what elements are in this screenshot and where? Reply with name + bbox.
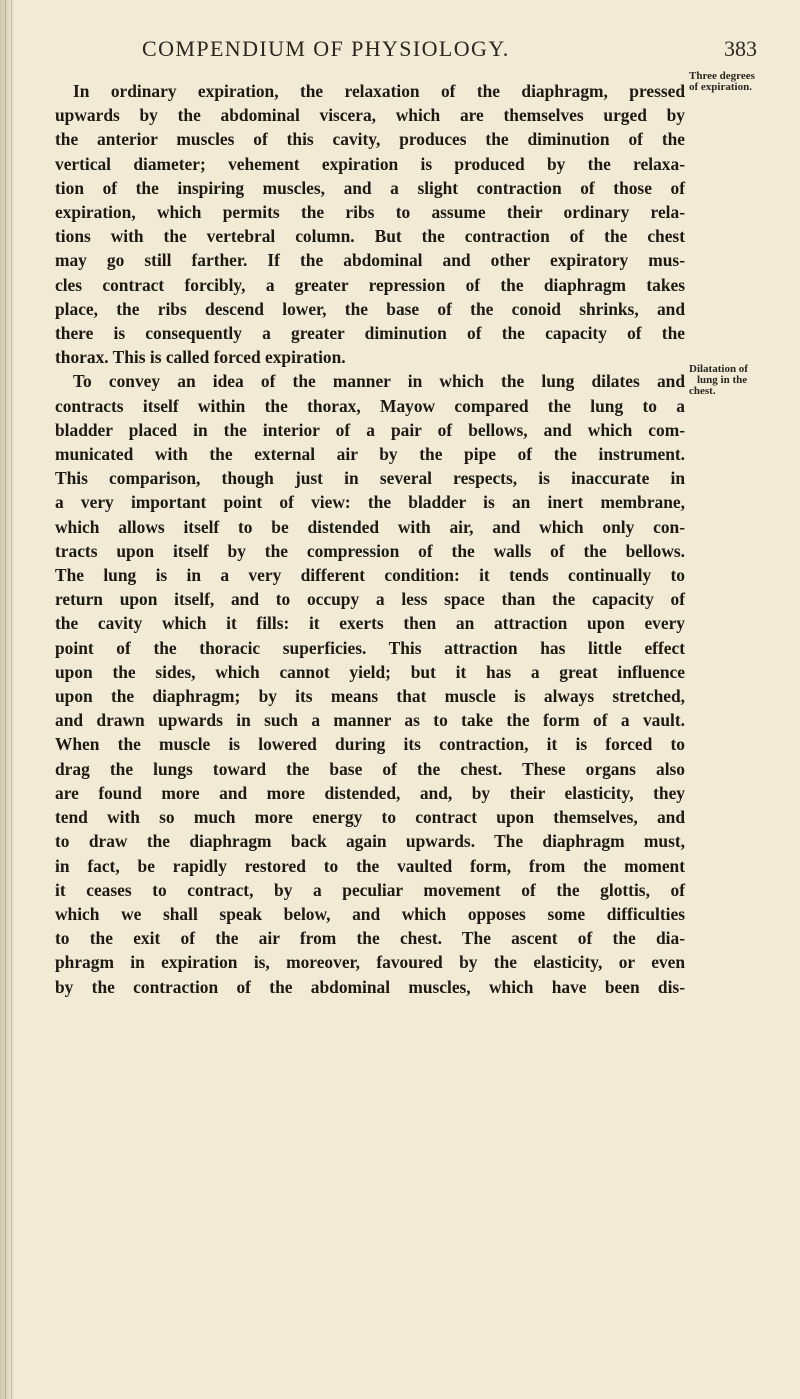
sidenote-line: chest. xyxy=(689,385,716,397)
text-line: return upon itself, and to occupy a less space than the capacity of xyxy=(55,589,685,610)
text-line: the cavity which it fills: it exerts then an attraction upon every xyxy=(55,613,685,634)
text-line: tions with the vertebral column. But the contraction of the chest xyxy=(55,226,685,247)
page-number: 383 xyxy=(724,36,757,61)
text-line: bladder placed in the interior of a pair of bellows, and which com- xyxy=(55,419,685,440)
sidenote-line: Three degrees xyxy=(689,70,755,82)
text-line: to draw the diaphragm back again upwards. The diaphragm must, xyxy=(55,831,685,852)
sidenote-three-degrees-of-expiration xyxy=(689,71,797,93)
text-line: phragm in expiration is, moreover, favoured by the elasticity, or even xyxy=(55,952,685,973)
sidenote-line: lung in the xyxy=(697,374,748,386)
text-line: upon the sides, which cannot yield; but it has a great influence xyxy=(55,661,685,682)
text-line: in fact, be rapidly restored to the vaulted form, from the moment xyxy=(55,855,685,876)
text-line: and drawn upwards in such a manner as to take the form of a vault. xyxy=(55,710,685,731)
sidenote-line: of expiration. xyxy=(689,81,752,93)
text-line: may go still farther. If the abdominal and other expiratory mus- xyxy=(55,250,685,271)
text-line: contracts itself within the thorax, Mayow compared the lung to a xyxy=(55,395,685,416)
text-line: To convey an idea of the manner in which the lung dilates and xyxy=(73,371,685,392)
text-line: point of the thoracic superficies. This attraction has little effect xyxy=(55,637,685,658)
text-line: When the muscle is lowered during its contraction, it is forced to xyxy=(55,734,685,755)
body-text xyxy=(55,79,685,999)
text-line: are found more and more distended, and, by their elasticity, they xyxy=(55,782,685,803)
text-line: it ceases to contract, by a peculiar movement of the glottis, of xyxy=(55,879,685,900)
text-line: tracts upon itself by the compression of the walls of the bellows. xyxy=(55,540,685,561)
text-line: vertical diameter; vehement expiration is produced by the relaxa- xyxy=(55,153,685,174)
text-line: which we shall speak below, and which opposes some difficulties xyxy=(55,903,685,924)
binding-fold-line xyxy=(11,0,12,1399)
text-line: by the contraction of the abdominal muscles, which have been dis- xyxy=(55,976,685,997)
text-line: which allows itself to be distended with air, and which only con- xyxy=(55,516,685,537)
text-line: expiration, which permits the ribs to assume their ordinary rela- xyxy=(55,202,685,223)
text-line: a very important point of view: the bladder is an inert membrane, xyxy=(55,492,685,513)
text-line: The lung is in a very different condition: it tends continually to xyxy=(55,565,685,586)
text-line: tion of the inspiring muscles, and a slight contraction of those of xyxy=(55,177,685,198)
binding-fold-line xyxy=(5,0,6,1399)
text-line: drag the lungs toward the base of the chest. These organs also xyxy=(55,758,685,779)
text-line: In ordinary expiration, the relaxation of the diaphragm, pressed xyxy=(73,81,685,101)
text-line: the anterior muscles of this cavity, produces the diminution of the xyxy=(55,129,685,150)
text-line: to the exit of the air from the chest. The ascent of the dia- xyxy=(55,928,685,949)
text-line: This comparison, though just in several respects, is inaccurate in xyxy=(55,468,685,489)
sidenote-dilatation-of-lung xyxy=(689,364,797,397)
text-line: cles contract forcibly, a greater repression of the diaphragm takes xyxy=(55,274,685,295)
sidenote-line: Dilatation of xyxy=(689,363,748,375)
text-line: upwards by the abdominal viscera, which are themselves urged by xyxy=(55,105,685,126)
text-line: upon the diaphragm; by its means that muscle is always stretched, xyxy=(55,686,685,707)
text-line: thorax. This is called forced expiration. xyxy=(55,347,346,368)
running-head: COMPENDIUM OF PHYSIOLOGY. xyxy=(142,36,510,61)
text-line: municated with the external air by the pipe of the instrument. xyxy=(55,444,685,465)
text-line: tend with so much more energy to contract upon themselves, and xyxy=(55,807,685,828)
text-line: place, the ribs descend lower, the base of the conoid shrinks, and xyxy=(55,298,685,319)
text-line: there is consequently a greater diminution of the capacity of the xyxy=(55,323,685,344)
